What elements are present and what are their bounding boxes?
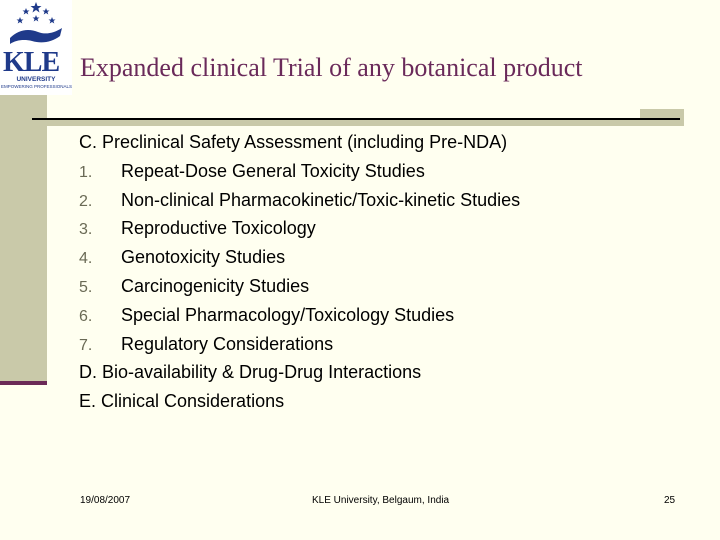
section-heading-d: D. Bio-availability & Drug-Drug Interactions [79, 362, 422, 383]
list-item-number: 4. [79, 250, 93, 268]
list-item-number: 5. [79, 278, 93, 296]
list-item-number: 1. [79, 163, 93, 181]
list-item-number: 3. [79, 221, 93, 239]
list-item [79, 272, 699, 301]
section-heading-e: E. Clinical Considerations [79, 391, 285, 412]
slide-body [79, 128, 699, 416]
list-item-number: 6. [79, 307, 93, 325]
footer-date: 19/08/2007 [80, 495, 131, 506]
logo-emblem-icon [0, 0, 72, 52]
kle-university-logo [0, 0, 72, 95]
list-item-text: Non-clinical Pharmacokinetic/Toxic-kinetic Studies [121, 189, 521, 210]
list-item-text: Special Pharmacology/Toxicology Studies [121, 304, 455, 325]
list-item [79, 330, 699, 359]
logo-university-label: UNIVERSITY [16, 76, 56, 83]
list-item-number: 7. [79, 336, 93, 354]
list-item-text: Regulatory Considerations [121, 333, 334, 354]
footer-institution: KLE University, Belgaum, India [312, 495, 450, 506]
title-divider [32, 118, 680, 120]
list-item-number: 2. [79, 192, 93, 210]
list-item [79, 157, 699, 186]
footer-page-number: 25 [664, 495, 676, 506]
list-item [79, 186, 699, 215]
list-item-text: Carcinogenicity Studies [121, 275, 310, 296]
section-heading-c: C. Preclinical Safety Assessment (including Pre-NDA) [79, 132, 508, 152]
left-band-rule [0, 381, 47, 385]
list-item [79, 214, 699, 243]
title-rule-shadow [32, 120, 684, 126]
list-item [79, 243, 699, 272]
list-item-text: Repeat-Dose General Toxicity Studies [121, 160, 425, 181]
logo-tagline: EMPOWERING PROFESSIONALS [1, 84, 73, 89]
list-item [79, 301, 699, 330]
logo-wordmark: KLE [3, 47, 60, 78]
slide-title: Expanded clinical Trial of any botanical product [80, 53, 583, 82]
list-item-text: Reproductive Toxicology [121, 218, 316, 239]
list-item-text: Genotoxicity Studies [121, 247, 286, 268]
